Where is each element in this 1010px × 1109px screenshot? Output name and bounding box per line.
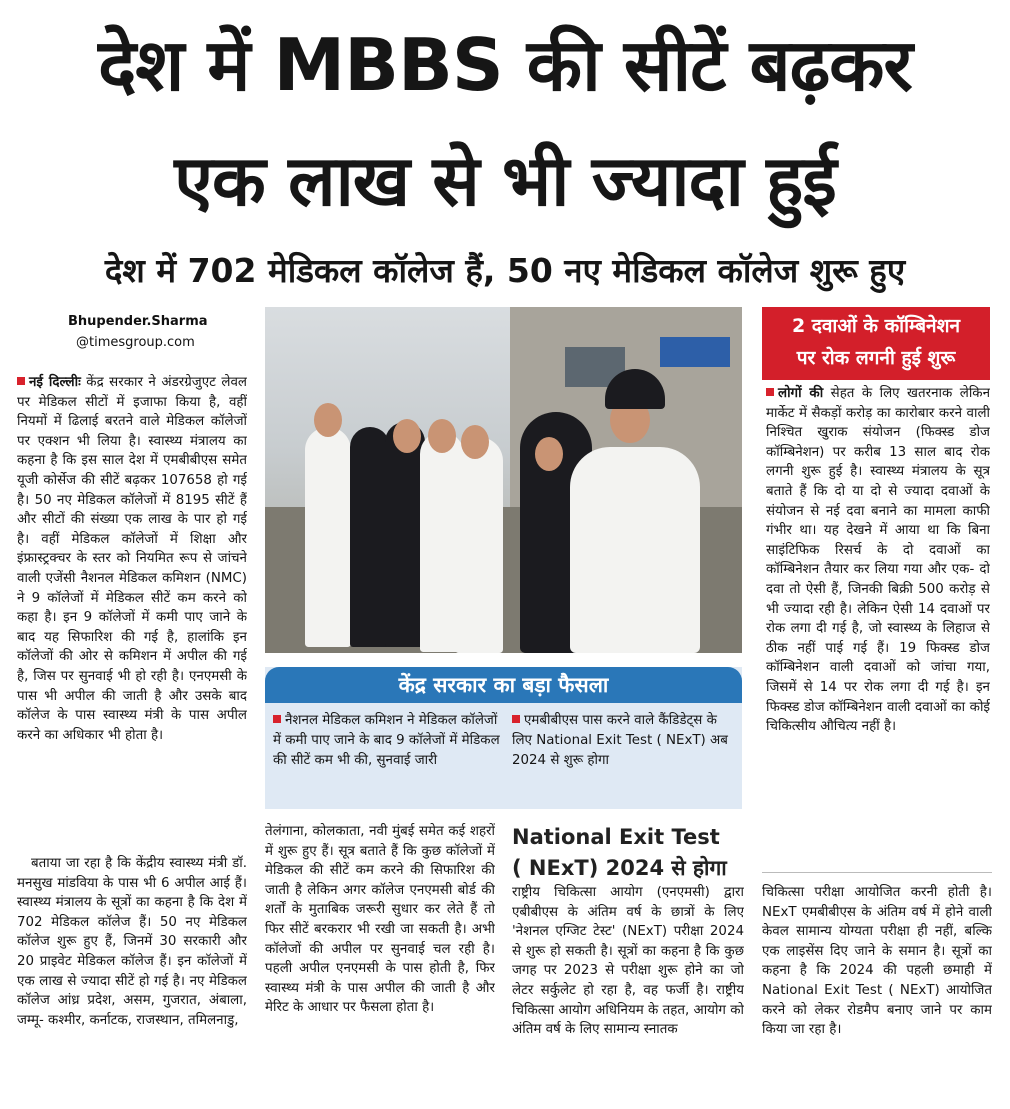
doctors-celebration-photo (265, 307, 742, 653)
combination-text: सेहत के लिए खतरनाक लेकिन मार्केट में सैकड़ों करोड़ का कारोबार करने वाली निश्चित खुराक संयोजन (फिक्स्ड डोज कॉम्बिनेशन) पर करीब 13 साल बाद रोक लगनी शुरू हुई है। स्वास्थ्य मंत्रालय के सूत्र बताते हैं कि दो या दो से ज्यादा दवाओं के संयोजन से नई दवा बनाने का मामला काफी गंभीर था। यह देखने में आया था कि बिना साइंटिफिक रिसर्च के दो दवाओं का कॉम्बिनेशन तैयार कर लिया गया और एक- दो दवा तो ऐसी हैं, जिनकी बिक्री 500 करोड़ से भी ज्यादा रही है। लेकिन ऐसी 14 दवाओं पर रोक लगा दी गई है, जो स्वास्थ्य के लिहाज से ठीक नहीं पाई गई हैं। 19 फिक्स्ड डोज कॉम्बिनेशन वाली दवाओं को जांचा गया, जिसमें से 14 पर रोक लगा दी गई है। इन फिक्स्ड डोज कॉम्बिनेशन वाली दवाओं का कोई चिकित्सीय औचित्य नहीं है। (766, 386, 990, 735)
byline-handle: @timesgroup.com (76, 335, 195, 350)
main-story-para-1: केंद्र सरकार ने अंडरग्रेजुएट लेवल पर मेडिकल सीटों में इजाफा किया है, वहीं नियमों में ढिलाई बरतने वाले मेडिकल कॉलेजों पर एक्शन भी लिया है। स्वास्थ्य मंत्रालय का कहना है कि इस साल देश में एमबीबीएस समेत यूजी कोर्सेज की सीटें बढ़कर 107658 हो गई है। 50 नए मेडिकल कॉलेजों में 8195 सीटें हैं और सीटों की संख्या एक लाख के पार हो गई है। वहीं मेडिकल कॉलेजों में शिक्षा और इंफ्रास्ट्रक्चर के स्तर को नियमित रूप से जांचने वाली एजेंसी नैशनल मेडिकल कमिशन (NMC) ने 9 कॉलेजों में मेडिकल सीटें कम करने को कहा है। इन 9 कॉलेजों में कमी पाए जाने के बाद यह सिफारिश की गई है, हालांकि इन कॉलेजों की ओर से कमिशन में अपील की गई है, जिस पर सुनवाई भी हो रही है। एनएमसी के पास भी अपील की जाती है और उसके बाद कॉलेज के पास स्वास्थ्य मंत्री के पास अपील करने का अधिकार भी होता है। (17, 375, 247, 743)
combination-title-line-1: 2 दवाओं के कॉम्बिनेशन (791, 315, 961, 337)
next-story-para-1: राष्ट्रीय चिकित्सा आयोग (एनएमसी) द्वारा एबीबीएस के अंतिम वर्ष के छात्रों के लिए 'नेशनल एग्जिट टेस्ट' (NExT) परीक्षा 2024 से शुरू हो सकती है। सूत्रों का कहना है कि कुछ जगह पर 2023 से परीक्षा शुरू होने का जो लेटर सर्कुलेट हो रहा है, वह फर्जी है। राष्ट्रीय चिकित्सा आयोग अधिनियम के तहत, आयोग को अंतिम वर्ष के लिए सामान्य स्नातक (512, 885, 744, 1038)
column-divider (762, 872, 992, 873)
decision-item-1: नैशनल मेडिकल कमिशन ने मेडिकल कॉलेजों में कमी पाए जाने के बाद 9 कॉलेजों में मेडिकल की सीटें कम भी की, सुनवाई जारी (273, 713, 500, 768)
combination-story-title (762, 307, 990, 380)
combination-title-line-2: पर रोक लगनी हुई शुरू (796, 347, 956, 369)
combination-story-body (766, 384, 990, 869)
byline-author: Bhupender.Sharma (68, 314, 208, 329)
decision-item-2: एमबीबीएस पास करने वाले कैंडिडेट्स के लिए National Exit Test ( NExT) अब 2024 से शुरू होगा (512, 713, 728, 768)
bullet-square-icon (17, 377, 25, 385)
next-story-column-1 (512, 883, 744, 1099)
decision-box-title: केंद्र सरकार का बड़ा फैसला (265, 667, 742, 703)
main-story-column-2 (265, 822, 495, 1099)
next-story-column-2 (762, 883, 992, 1099)
next-title-line-2: ( NExT) 2024 से होगा (512, 856, 727, 880)
headline-line-2: एक लाख से भी ज्यादा हुई (174, 140, 836, 222)
dateline: नई दिल्लीः (29, 375, 81, 390)
bullet-square-icon (273, 715, 281, 723)
bullet-square-icon (766, 388, 774, 396)
headline-line-1: देश में MBBS की सीटें बढ़कर (98, 23, 912, 107)
next-story-para-2: चिकित्सा परीक्षा आयोजित करनी होती है। NExT एमबीबीएस के अंतिम वर्ष में होने वाली केवल सामान्य योग्यता परीक्षा ही नहीं, बल्कि एक लाइसेंस दिए जाने के समान है। सूत्रों का कहना है कि 2024 की पहली छमाही में National Exit Test ( NExT) आयोजित करने को लेकर रोडमैप बनाए जाने पर काम किया जा रहा है। (762, 885, 992, 1038)
main-story-para-3: तेलंगाना, कोलकाता, नवी मुंबई समेत कई शहरों में शुरू हुए हैं। सूत्र बताते हैं कि कुछ कॉलेजों में मेडिकल की सीटें कम करने की सिफारिश की जाती है लेकिन अगर कॉलेज एनएमसी बोर्ड की शर्तों के मुताबिक जरूरी सुधार कर लेते हैं तो फिर सीटें बरकरार भी रखी जा सकती है। अभी कॉलेजों की अपील पर सुनवाई चल रही है। पहली अपील एनएमसी के पास होती है, फिर स्वास्थ्य मंत्री के पास अपील की जाती है और मेरिट के आधार पर फैसला होता है। (265, 824, 495, 1016)
main-story-para-2: बताया जा रहा है कि केंद्रीय स्वास्थ्य मंत्री डॉ. मनसुख मांडविया के पास भी 6 अपील आई हैं। स्वास्थ्य मंत्रालय के सूत्रों का कहना है कि देश में 702 मेडिकल कॉलेज हैं। 50 नए मेडिकल कॉलेज शुरू हुए हैं, जिनमें 30 सरकारी और 20 प्राइवेट मेडिकल कॉलेज हैं। इन कॉलेजों में एक लाख से ज्यादा सीटें हो गई है। नए मेडिकल कॉलेज आंध्र प्रदेश, असम, गुजरात, अंबाला, जम्मू- कश्मीर, कर्नाटक, राजस्थान, तमिलनाडु, (17, 856, 247, 1028)
next-story-title (512, 822, 752, 884)
next-title-line-1: National Exit Test (512, 825, 720, 849)
subheadline: देश में 702 मेडिकल कॉलेज हैं, 50 नए मेडिकल कॉलेज शुरू हुए (104, 251, 906, 290)
main-story-column-1 (17, 373, 247, 851)
main-story-column-1-lower (17, 854, 247, 1099)
combination-lead: लोगों की (778, 386, 824, 401)
bullet-square-icon (512, 715, 520, 723)
